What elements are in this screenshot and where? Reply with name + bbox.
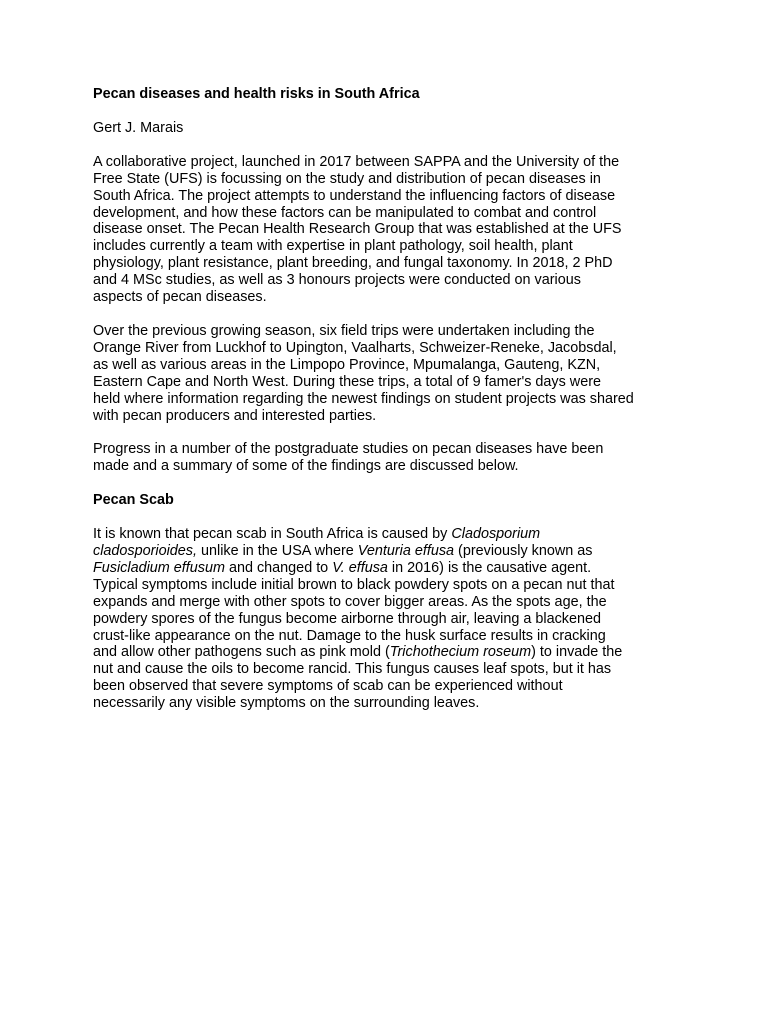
paragraph-line: powdery spores of the fungus become airborne through air, leaving a blackened [93, 610, 601, 627]
section-heading-pecan-scab: Pecan Scab [93, 492, 174, 509]
paragraph-line: includes currently a team with expertise in plant pathology, soil health, plant [93, 238, 573, 255]
text-run: and changed to [224, 559, 333, 576]
paragraph-line: made and a summary of some of the findings are discussed below. [93, 458, 519, 475]
species-name: Trichothecium roseum [389, 644, 532, 661]
paragraph-line: been observed that severe symptoms of scab can be experienced without [93, 678, 563, 695]
paragraph-line: physiology, plant resistance, plant breeding, and fungal taxonomy. In 2018, 2 PhD [93, 255, 613, 272]
text-run: (previously known as [454, 543, 593, 560]
species-name: Fusicladium effusum [93, 559, 225, 576]
species-name: cladosporioides, [93, 543, 197, 560]
paragraph-line: aspects of pecan diseases. [93, 289, 267, 306]
paragraph-line: development, and how these factors can be manipulated to combat and control [93, 204, 597, 221]
paragraph-line: necessarily any visible symptoms on the surrounding leaves. [93, 695, 480, 712]
paragraph-line: Over the previous growing season, six field trips were undertaken including the [93, 322, 595, 339]
paragraph-line: Typical symptoms include initial brown to black powdery spots on a pecan nut that [93, 576, 615, 593]
species-name: Cladosporium [451, 526, 541, 543]
paragraph-field-trips [93, 323, 683, 424]
paragraph-line: Progress in a number of the postgraduate studies on pecan diseases have been [93, 441, 604, 458]
paragraph-line: Orange River from Luckhof to Upington, Vaalharts, Schweizer-Reneke, Jacobsdal, [93, 339, 617, 356]
species-name: V. effusa [332, 559, 388, 576]
paragraph-line [93, 644, 683, 661]
paragraph-line: as well as various areas in the Limpopo Province, Mpumalanga, Gauteng, KZN, [93, 356, 601, 373]
paragraph-line: A collaborative project, launched in 2017 between SAPPA and the University of the [93, 153, 620, 170]
text-run: unlike in the USA where [197, 543, 358, 560]
paragraph-line [93, 543, 683, 560]
text-run: It is known that pecan scab in South Africa is caused by [93, 526, 452, 543]
paragraph-line: South Africa. The project attempts to understand the influencing factors of disease [93, 187, 616, 204]
text-run: in 2016) is the causative agent. [387, 559, 592, 576]
document-title: Pecan diseases and health risks in South Africa [93, 86, 420, 102]
paragraph-line: nut and cause the oils to become rancid. This fungus causes leaf spots, but it has [93, 661, 612, 678]
paragraph-line: with pecan producers and interested parties. [93, 407, 377, 424]
paragraph-intro [93, 154, 683, 306]
paragraph-line [93, 526, 683, 543]
text-run: ) to invade the [531, 644, 623, 661]
paragraph-line: Eastern Cape and North West. During these trips, a total of 9 famer's days were [93, 373, 601, 390]
author-name: Gert J. Marais [93, 119, 184, 136]
species-name: Venturia effusa [357, 543, 455, 560]
paragraph-line: Free State (UFS) is focussing on the study and distribution of pecan diseases in [93, 170, 601, 187]
paragraph-line: disease onset. The Pecan Health Research Group that was established at the UFS [93, 221, 622, 238]
paragraph-pecan-scab [93, 526, 683, 712]
text-run: and allow other pathogens such as pink mold ( [93, 644, 390, 661]
paragraph-line: expands and merge with other spots to cover bigger areas. As the spots age, the [93, 593, 607, 610]
paragraph-progress [93, 441, 683, 475]
paragraph-line [93, 560, 683, 577]
paragraph-line: crust-like appearance on the nut. Damage to the husk surface results in cracking [93, 627, 606, 644]
paragraph-line: held where information regarding the newest findings on student projects was shared [93, 390, 634, 407]
document-page [93, 86, 683, 729]
paragraph-line: and 4 MSc studies, as well as 3 honours projects were conducted on various [93, 272, 581, 289]
